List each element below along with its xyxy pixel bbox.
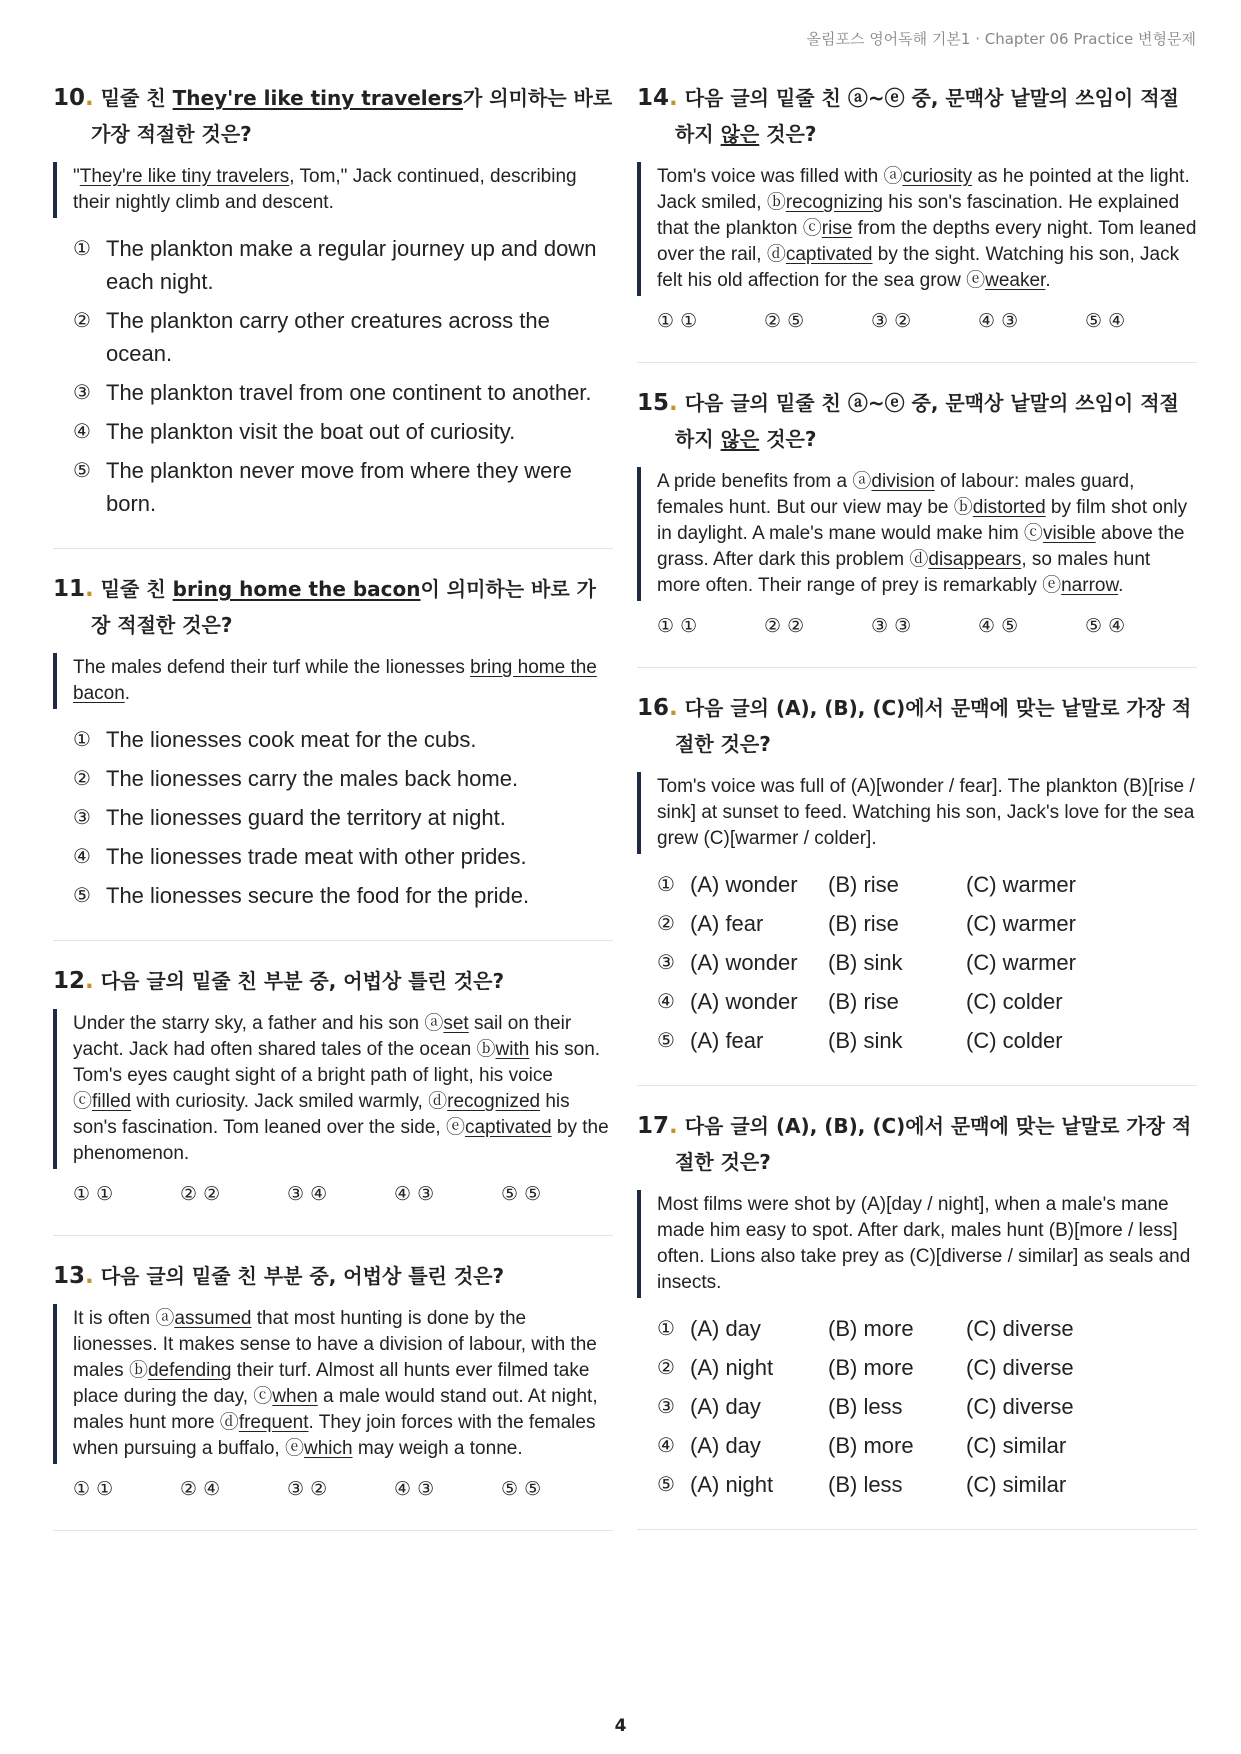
question-heading: 17. 다음 글의 (A), (B), (C)에서 문맥에 맞는 낱말로 가장 적절한 것은?: [637, 1113, 1192, 1174]
option[interactable]: [657, 946, 1197, 979]
option-a: (A) night: [690, 1472, 774, 1497]
option[interactable]: [73, 376, 613, 409]
passage: The males defend their turf while the lionesses bring home the bacon.: [53, 653, 613, 709]
circled-marker: ⓓ: [428, 1091, 448, 1112]
question-number: 16: [637, 695, 670, 721]
circled-marker: ⓑ: [953, 497, 973, 518]
option-c: (C) colder: [966, 989, 1063, 1014]
passage-text: Under the starry sky, a father and his son: [73, 1013, 425, 1034]
circled-marker: ⓔ: [445, 1117, 465, 1138]
passage-text: of labour: males guard, females hunt. But our view may be: [657, 471, 1135, 518]
passage-text: their turf. Almost all hunts ever filmed take place during the day,: [73, 1360, 590, 1407]
circled-marker: ⓓ: [909, 549, 929, 570]
option-number: ②: [73, 308, 91, 332]
passage-text: as he pointed at the light. Jack smiled,: [657, 166, 1190, 213]
question-number: 10: [53, 85, 86, 111]
option[interactable]: [657, 1351, 1197, 1384]
circled-marker: ⓔ: [966, 270, 986, 291]
option-text: The lionesses cook meat for the cubs.: [106, 727, 477, 752]
answer-choice[interactable]: ① ①: [73, 1478, 114, 1500]
option-a: (A) day: [690, 1433, 761, 1458]
option[interactable]: [657, 1312, 1197, 1345]
circled-marker: ⓒ: [802, 218, 822, 239]
option-number: ①: [657, 872, 675, 896]
passage-text: above the grass. After dark this problem: [657, 523, 1185, 570]
answer-choice[interactable]: ② ④: [180, 1478, 221, 1500]
underlined-word: captivated: [785, 244, 873, 265]
option-b: (B) rise: [828, 911, 899, 936]
option-c: (C) similar: [966, 1433, 1067, 1458]
option[interactable]: [73, 840, 613, 873]
option-a: (A) day: [690, 1316, 761, 1341]
option[interactable]: [73, 879, 613, 912]
option-number: ④: [657, 1433, 675, 1457]
passage: [53, 1009, 613, 1169]
option[interactable]: [657, 907, 1197, 940]
option[interactable]: [657, 1390, 1197, 1423]
answer-choice[interactable]: ⑤ ④: [1085, 310, 1126, 332]
underlined-word: distorted: [972, 497, 1046, 518]
option-a: (A) wonder: [690, 950, 798, 975]
question-13: [53, 1258, 613, 1531]
circled-marker: ⓓ: [219, 1412, 239, 1433]
answer-choice[interactable]: ④ ③: [394, 1183, 435, 1205]
underlined-word: recognizing: [785, 192, 883, 213]
passage-text: with curiosity. Jack smiled warmly,: [131, 1091, 429, 1112]
circled-marker: ⓒ: [73, 1091, 93, 1112]
circled-marker: ⓑ: [128, 1360, 148, 1381]
option-a: (A) night: [690, 1355, 774, 1380]
circled-marker: ⓔ: [284, 1438, 304, 1459]
option-text: The lionesses trade meat with other prides.: [106, 844, 527, 869]
question-17: [637, 1108, 1197, 1530]
option-number: ①: [73, 727, 91, 751]
option-text: The plankton visit the boat out of curiosity.: [106, 419, 516, 444]
option[interactable]: [73, 232, 613, 298]
circled-marker: ⓒ: [1023, 523, 1043, 544]
passage-text: Tom's voice was filled with: [657, 166, 884, 187]
option[interactable]: [657, 985, 1197, 1018]
question-heading: 10. 밑줄 친 They're like tiny travelers가 의미하는 바로 가장 적절한 것은?: [53, 85, 613, 146]
circled-marker: ⓑ: [476, 1039, 496, 1060]
option[interactable]: [73, 723, 613, 756]
passage: Tom's voice was full of (A)[wonder / fear]. The plankton (B)[rise / sink] at sunset to feed. Watching his son, Jack's love for the sea grew (C)[warmer / colder].: [637, 772, 1197, 854]
question-heading: 13. 다음 글의 밑줄 친 부분 중, 어법상 틀린 것은?: [53, 1263, 505, 1289]
option-text: The plankton travel from one continent to another.: [106, 380, 592, 405]
abc-options: [637, 868, 1197, 1057]
option-number: ③: [657, 1394, 675, 1418]
answer-choices: [73, 1183, 613, 1205]
question-heading: 12. 다음 글의 밑줄 친 부분 중, 어법상 틀린 것은?: [53, 968, 505, 994]
option-c: (C) diverse: [966, 1316, 1074, 1341]
option-number: ⑤: [657, 1472, 675, 1496]
option-c: (C) warmer: [966, 950, 1076, 975]
abc-options: [637, 1312, 1197, 1501]
passage-text: It is often: [73, 1308, 156, 1329]
option-c: (C) diverse: [966, 1355, 1074, 1380]
circled-marker: ⓒ: [253, 1386, 273, 1407]
question-heading: 16. 다음 글의 (A), (B), (C)에서 문맥에 맞는 낱말로 가장 적절한 것은?: [637, 695, 1192, 756]
passage: [637, 162, 1197, 296]
option-a: (A) wonder: [690, 872, 798, 897]
page-header: 올림포스 영어독해 기본1 · Chapter 06 Practice 변형문제: [806, 30, 1196, 48]
option-number: ②: [657, 1355, 675, 1379]
passage: "They're like tiny travelers, Tom," Jack continued, describing their nightly climb and descent.: [53, 162, 613, 218]
option-b: (B) more: [828, 1355, 914, 1380]
option-c: (C) warmer: [966, 872, 1076, 897]
option-text: The lionesses carry the males back home.: [106, 766, 519, 791]
question-10: [53, 80, 613, 549]
option-number: ④: [73, 844, 91, 868]
question-12: [53, 963, 613, 1236]
answer-choices: [73, 1478, 613, 1500]
passage-text: A pride benefits from a: [657, 471, 853, 492]
underlined-word: with: [495, 1039, 530, 1060]
answer-choice[interactable]: ① ①: [73, 1183, 114, 1205]
answer-choice[interactable]: ② ②: [180, 1183, 221, 1205]
option-number: ⑤: [657, 1028, 675, 1052]
passage-text: , so males hunt more often. Their range of prey is remarkably: [657, 549, 1151, 596]
option-number: ③: [73, 805, 91, 829]
passage-text: .: [1045, 270, 1051, 291]
answer-choices: [657, 615, 1197, 637]
option-a: (A) fear: [690, 1028, 764, 1053]
passage-text: that most hunting is done by the lionesses. It makes sense to have a division of labour, with the males: [73, 1308, 597, 1381]
passage-text: his son's fascination. He explained that the plankton: [657, 192, 1180, 239]
passage-text: sail on their yacht. Jack had often shared tales of the ocean: [73, 1013, 572, 1060]
option-text: The lionesses guard the territory at night.: [106, 805, 506, 830]
underlined-word: frequent: [238, 1412, 309, 1433]
answer-choice[interactable]: ④ ③: [394, 1478, 435, 1500]
circled-marker: ⓔ: [1042, 575, 1062, 596]
underlined-word: captivated: [464, 1117, 552, 1138]
answer-choice[interactable]: ⑤ ⑤: [501, 1478, 542, 1500]
circled-marker: ⓑ: [766, 192, 786, 213]
underlined-word: defending: [147, 1360, 232, 1381]
option[interactable]: [73, 762, 613, 795]
option-number: ①: [73, 236, 91, 260]
option-c: (C) warmer: [966, 911, 1076, 936]
underlined-word: recognized: [447, 1091, 541, 1112]
option-text: The plankton never move from where they were born.: [106, 458, 572, 516]
option-b: (B) less: [828, 1472, 903, 1497]
option-number: ②: [657, 911, 675, 935]
answer-choice[interactable]: ③ ②: [871, 310, 912, 332]
question-number: 11: [53, 576, 86, 602]
option-b: (B) rise: [828, 872, 899, 897]
underlined-word: division: [871, 471, 935, 492]
question-heading: 11. 밑줄 친 bring home the bacon이 의미하는 바로 가장 적절한 것은?: [53, 576, 596, 637]
option-c: (C) diverse: [966, 1394, 1074, 1419]
underlined-word: set: [443, 1013, 469, 1034]
underlined-word: assumed: [174, 1308, 252, 1329]
underlined-word: weaker: [985, 270, 1046, 291]
option-number: ⑤: [73, 458, 91, 482]
answer-choice[interactable]: ② ②: [764, 615, 805, 637]
question-number: 17: [637, 1113, 670, 1139]
question-heading: 14. 다음 글의 밑줄 친 ⓐ~ⓔ 중, 문맥상 낱말의 쓰임이 적절하지 않은 것은?: [637, 85, 1179, 146]
answer-choice[interactable]: ④ ⑤: [978, 615, 1019, 637]
option-number: ①: [657, 1316, 675, 1340]
circled-marker: ⓐ: [424, 1013, 444, 1034]
option-number: ③: [657, 950, 675, 974]
underlined-word: narrow: [1061, 575, 1119, 596]
underlined-word: which: [303, 1438, 353, 1459]
underlined-word: filled: [92, 1091, 132, 1112]
option-text: The lionesses secure the food for the pride.: [106, 883, 530, 908]
passage: [637, 467, 1197, 601]
passage-text: .: [1118, 575, 1124, 596]
option[interactable]: [73, 304, 613, 370]
answer-choice[interactable]: ④ ③: [978, 310, 1019, 332]
option-number: ④: [73, 419, 91, 443]
option[interactable]: [73, 801, 613, 834]
option-text: The plankton carry other creatures across the ocean.: [106, 308, 550, 366]
option[interactable]: [657, 1024, 1197, 1057]
options: [53, 232, 613, 520]
answer-choice[interactable]: ① ①: [657, 615, 698, 637]
option-a: (A) day: [690, 1394, 761, 1419]
page-number: 4: [614, 1716, 627, 1736]
option-text: The plankton make a regular journey up and down each night.: [106, 236, 597, 294]
passage-text: his son's fascination. Tom leaned over the side,: [73, 1091, 570, 1138]
passage-text: his son. Tom's eyes caught sight of a bright path of light, his voice: [73, 1039, 601, 1086]
answer-choice[interactable]: ③ ④: [287, 1183, 328, 1205]
options: [53, 723, 613, 912]
option[interactable]: [73, 415, 613, 448]
underlined-word: rise: [821, 218, 853, 239]
passage: Most films were shot by (A)[day / night], when a male's mane made him easy to spot. After dark, males hunt (B)[more / less] often. Lions also take prey as (C)[diverse / similar] as seals and insects.: [637, 1190, 1197, 1298]
option[interactable]: [73, 454, 613, 520]
answer-choices: [657, 310, 1197, 332]
option-a: (A) fear: [690, 911, 764, 936]
question-number: 14: [637, 85, 670, 111]
option-a: (A) wonder: [690, 989, 798, 1014]
option-b: (B) sink: [828, 1028, 903, 1053]
answer-choice[interactable]: ② ⑤: [764, 310, 805, 332]
option-b: (B) sink: [828, 950, 903, 975]
passage-text: from the depths every night. Tom leaned over the rail,: [657, 218, 1197, 265]
option-b: (B) more: [828, 1433, 914, 1458]
passage-text: a male would stand out. At night, males hunt more: [73, 1386, 598, 1433]
underlined-word: visible: [1042, 523, 1096, 544]
answer-choice[interactable]: ⑤ ⑤: [501, 1183, 542, 1205]
circled-marker: ⓓ: [766, 244, 786, 265]
question-14: [637, 80, 1197, 363]
option-b: (B) more: [828, 1316, 914, 1341]
question-heading: 15. 다음 글의 밑줄 친 ⓐ~ⓔ 중, 문맥상 낱말의 쓰임이 적절하지 않은 것은?: [637, 390, 1179, 451]
question-16: [637, 690, 1197, 1086]
question-number: 12: [53, 968, 86, 994]
left-column: [53, 80, 613, 1553]
passage-text: by film shot only in daylight. A male's mane would make him: [657, 497, 1188, 544]
answer-choice[interactable]: ① ①: [657, 310, 698, 332]
underlined-word: curiosity: [902, 166, 973, 187]
circled-marker: ⓐ: [852, 471, 872, 492]
passage-text: by the phenomenon.: [73, 1117, 609, 1164]
answer-choice[interactable]: ③ ③: [871, 615, 912, 637]
option[interactable]: [657, 1429, 1197, 1462]
underlined-word: disappears: [928, 549, 1022, 570]
answer-choice[interactable]: ③ ②: [287, 1478, 328, 1500]
question-number: 13: [53, 1263, 86, 1289]
option-number: ②: [73, 766, 91, 790]
option[interactable]: [657, 1468, 1197, 1501]
option-number: ③: [73, 380, 91, 404]
option-c: (C) colder: [966, 1028, 1063, 1053]
option-b: (B) less: [828, 1394, 903, 1419]
passage-text: may weigh a tonne.: [352, 1438, 523, 1459]
option[interactable]: [657, 868, 1197, 901]
circled-marker: ⓐ: [155, 1308, 175, 1329]
circled-marker: ⓐ: [883, 166, 903, 187]
option-b: (B) rise: [828, 989, 899, 1014]
answer-choice[interactable]: ⑤ ④: [1085, 615, 1126, 637]
passage: [53, 1304, 613, 1464]
right-column: [637, 80, 1197, 1552]
passage-text: by the sight. Watching his son, Jack felt his old affection for the sea grow: [657, 244, 1180, 291]
underlined-word: when: [272, 1386, 318, 1407]
question-11: [53, 571, 613, 941]
option-number: ⑤: [73, 883, 91, 907]
option-c: (C) similar: [966, 1472, 1067, 1497]
option-number: ④: [657, 989, 675, 1013]
question-number: 15: [637, 390, 670, 416]
passage-text: . They join forces with the females when pursuing a buffalo,: [73, 1412, 596, 1459]
question-15: [637, 385, 1197, 668]
